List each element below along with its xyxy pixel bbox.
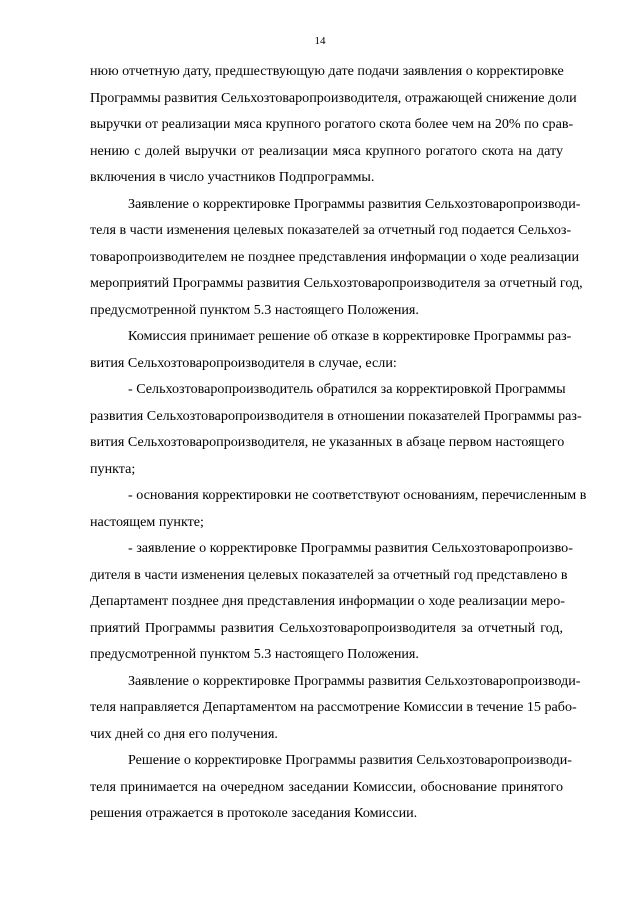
paragraph <box>90 191 583 324</box>
text-line: настоящем пункте; <box>90 513 204 530</box>
text-line: товаропроизводителем не позднее представления информации о ходе реализации <box>90 248 580 265</box>
text-line: Комиссия принимает решение об отказе в корректировке Программы раз- <box>128 328 572 344</box>
text-line: чих дней со дня его получения. <box>90 725 278 742</box>
text-line: - Сельхозтоваропроизводитель обратился за корректировкой Программы <box>128 381 566 397</box>
document-body <box>90 58 587 827</box>
paragraph <box>90 668 581 748</box>
text-line: Заявление о корректировке Программы развития Сельхозтоваропроизводи- <box>128 195 581 212</box>
text-line: Решение о корректировке Программы развития Сельхозтоваропроизводи- <box>128 752 572 768</box>
text-line: - заявление о корректировке Программы развития Сельхозтоваропроизво- <box>128 540 573 556</box>
text-line: теля направляется Департаментом на рассмотрение Комиссии в течение 15 рабо- <box>90 699 577 715</box>
list-item <box>90 376 582 482</box>
text-line: Заявление о корректировке Программы развития Сельхозтоваропроизводи- <box>128 672 581 689</box>
text-line: теля принимается на очередном заседании Комиссии, обоснование принятого <box>90 778 563 795</box>
text-line: развития Сельхозтоваропроизводителя в отношении показателей Программы раз- <box>90 407 582 424</box>
text-line: решения отражается в протоколе заседания Комиссии. <box>90 805 418 821</box>
text-line: - основания корректировки не соответствуют основаниям, перечисленным в <box>128 487 587 503</box>
list-item <box>90 535 573 668</box>
text-line: предусмотренной пунктом 5.3 настоящего Положения. <box>90 301 419 318</box>
text-line: Программы развития Сельхозтоваропроизводителя, отражающей снижение доли <box>90 89 577 106</box>
paragraph <box>90 323 572 376</box>
paragraph <box>90 58 577 191</box>
text-line: теля в части изменения целевых показателей за отчетный год подается Сельхоз- <box>90 222 572 238</box>
text-line: Департамент позднее дня представления информации о ходе реализации меро- <box>90 593 565 609</box>
text-line: включения в число участников Подпрограммы. <box>90 169 375 185</box>
page-number: 14 <box>314 35 326 47</box>
text-line: нению с долей выручки от реализации мяса крупного рогатого скота на дату <box>90 142 563 159</box>
text-line: мероприятий Программы развития Сельхозтоваропроизводителя за отчетный год, <box>90 275 583 291</box>
text-line: приятий Программы развития Сельхозтоваропроизводителя за отчетный год, <box>90 619 563 636</box>
text-line: предусмотренной пунктом 5.3 настоящего Положения. <box>90 646 419 662</box>
text-line: вития Сельхозтоваропроизводителя, не указанных в абзаце первом настоящего <box>90 434 565 450</box>
paragraph <box>90 747 572 827</box>
text-line: пункта; <box>90 460 136 477</box>
text-line: дителя в части изменения целевых показателей за отчетный год представлено в <box>90 566 568 583</box>
list-item <box>90 482 587 535</box>
text-line: вития Сельхозтоваропроизводителя в случае, если: <box>90 354 397 371</box>
text-line: выручки от реализации мяса крупного рогатого скота более чем на 20% по срав- <box>90 116 574 132</box>
text-line: нюю отчетную дату, предшествующую дате подачи заявления о корректировке <box>90 63 564 79</box>
